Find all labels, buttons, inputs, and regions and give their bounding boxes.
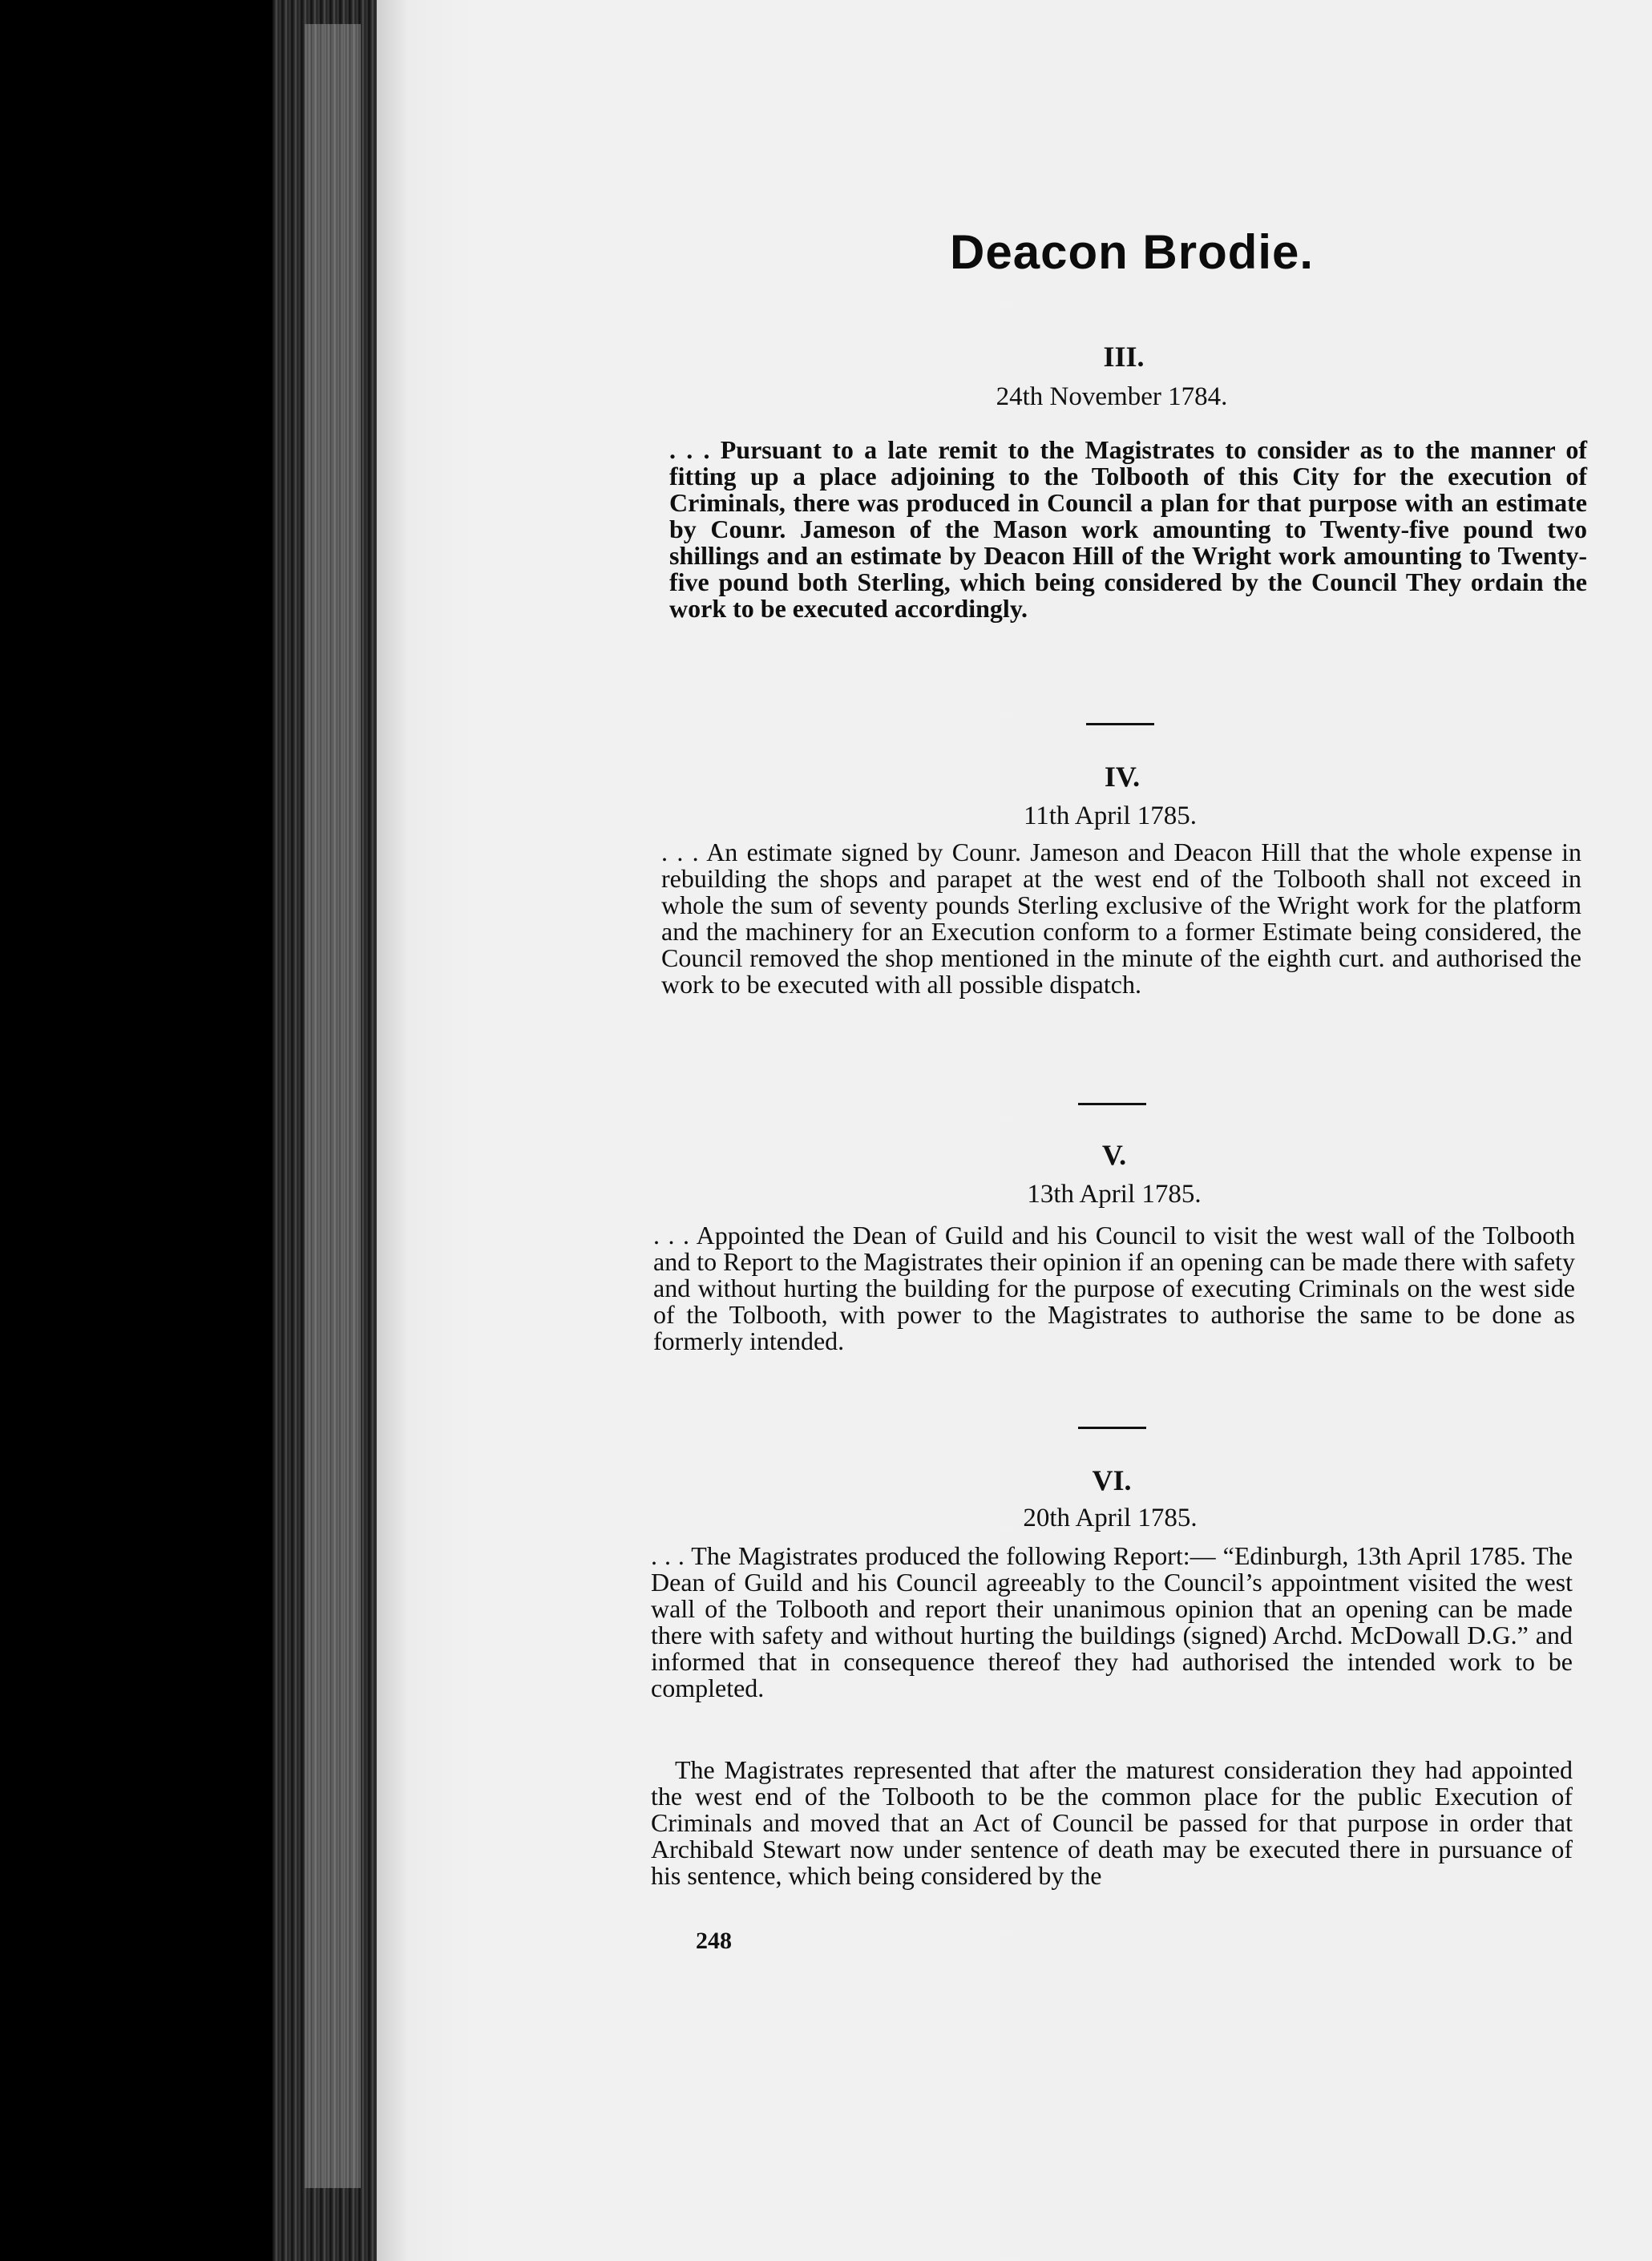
section-numeral: III. (1103, 341, 1145, 373)
section-numeral: IV. (1104, 761, 1141, 793)
section-separator (1086, 723, 1154, 725)
section-numeral: V. (1101, 1139, 1127, 1171)
book-page-edges-highlight (305, 24, 361, 2188)
section-paragraph: The Magistrates represented that after the maturest consideration they had appointed the west end of the Tolbooth to be the common place for the public Execution of Criminals and moved that an Act of Council be passed for that purpose in order that Archibald Stewart now under sentence of death may be executed there in pursuance of his sentence, which being considered by the (651, 1755, 1573, 1890)
section-date: 11th April 1785. (1023, 801, 1198, 830)
section-paragraph: . . . The Magistrates produced the following Report:— “Edinburgh, 13th April 1785. The Dean of Guild and his Council agreeably to the Council’s appointment visited the west wall of the Tolbooth and report their unanimous opinion that an opening can be made there with safety and without hurting the buildings (signed) Archd. McDowall D.G.” and informed that in consequence thereof they had authorised the intended work to be completed. (651, 1541, 1573, 1702)
section-date: 24th November 1784. (996, 382, 1228, 411)
section-numeral: VI. (1092, 1464, 1132, 1496)
section-date: 20th April 1785. (1023, 1504, 1198, 1532)
section-paragraph: . . . An estimate signed by Counr. Jameson and Deacon Hill that the whole expense in rebuilding the shops and parapet at the west end of the Tolbooth shall not exceed in whole the sum of seventy pounds Sterling exclusive of the Wright work for the platform and the machinery for an Execution conform to a former Estimate being considered, the Council removed the shop mentioned in the minute of the eighth curt. and authorised the work to be executed with all possible dispatch. (661, 838, 1581, 999)
section-paragraph: . . . Pursuant to a late remit to the Magistrates to consider as to the manner of fitting up a place adjoining to the Tolbooth of this City for the execution of Criminals, there was produced in Council a plan for that purpose with an estimate by Counr. Jameson of the Mason work amounting to Twenty-five pound two shillings and an estimate by Deacon Hill of the Wright work amounting to Twenty-five pound both Sterling, which being considered by the Council They ordain the work to be executed accordingly. (669, 435, 1587, 623)
section-separator (1078, 1103, 1146, 1105)
page-sheet (377, 0, 1652, 2261)
page-number: 248 (696, 1928, 732, 1954)
section-date: 13th April 1785. (1027, 1180, 1202, 1209)
section-paragraph: . . . Appointed the Dean of Guild and his Council to visit the west wall of the Tolbooth and to Report to the Magistrates their opinion if an opening can be made there with safety and without hurting the building for the purpose of executing Criminals on the west side of the Tolbooth, with power to the Magistrates to authorise the same to be done as formerly intended. (653, 1221, 1575, 1355)
page-title: Deacon Brodie. (950, 225, 1315, 279)
section-separator (1078, 1427, 1146, 1429)
